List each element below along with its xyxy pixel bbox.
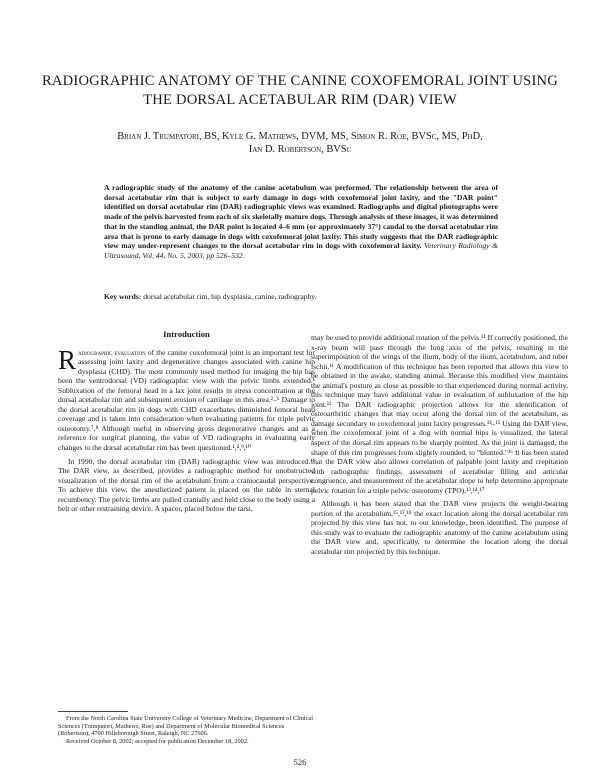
- right-paragraph-2: Although it has been stated that the DAR view projects the weight-bearing portion of the acetabulum,¹⁵,¹⁷,¹⁸ the exact location along the dorsal acetabular rim projected by this view has not, to our knowledge, been identified. The purpose of this study was to evaluate the radiographic anatomy of the canine acetabulum using the DAR view and, specifically, to determine the location along the dorsal acetabular rim projected by this technique.: [311, 499, 568, 557]
- keywords: [104, 292, 498, 302]
- abstract: [104, 183, 498, 261]
- footnote-rule: [58, 711, 128, 712]
- intro-smallcaps: adiographic evaluation: [78, 347, 146, 357]
- intro-paragraph-1-text: of the canine coxofemoral joint is an important test for assessing joint laxity and degenerative changes associated with canine hip dysplasia (CHD). The most commonly used method for imaging the hip has been the ventrodorsal (VD) radiographic view with the pelvic limbs extended.¹ Subluxation of the femoral head in a lax joint results in stress concentration at the dorsal acetabular rim and subsequent erosion of cartilage in this area.²–⁶ Damage to the dorsal acetabular rim in dogs with CHD exacerbates diminished femoral head coverage and is taken into consideration when evaluating patients for triple pelvic osteotomy.⁷,⁸ Although useful in observing gross degenerative changes and as a reference for surgical planning, the value of VD radiographs in evaluating early changes to the dorsal acetabular rim has been questioned.¹,⁴,⁹,¹⁰: [58, 347, 316, 453]
- section-heading: Introduction: [163, 329, 210, 339]
- left-column: [58, 330, 315, 514]
- abstract-text: A radiographic study of the anatomy of the canine acetabulum was performed. The relationship between the area of dorsal acetabular rim that is subject to early damage in dogs with coxofemoral joint laxity, and the "DAR point" identified on dorsal acetabular rim (DAR) radiographic views was examined. Radiographs and digital photographs were made of the pelvis harvested from each of six skeletally mature dogs. Through analysis of these images, it was determined that in the standing animal, the DAR point is located 4–6 mm (or approximately 37°) caudal to the dorsal acetabular rim area that is prone to early damage in dogs with coxofemoral joint laxity. This study suggests that the DAR radiographic view may under-represent changes to the dorsal acetabular rim in dogs with coxofemoral laxity.: [104, 183, 498, 251]
- keywords-text: dorsal acetabular rim, hip dysplasia, canine, radiography.: [143, 292, 317, 301]
- footnote-affiliation: From the North Carolina State University College of Veterinary Medicine, Department of Clinical Sciences (Trumpatori, Mathews, Roe) and Department of Molecular Biomedical Sciences (Robertson), 4700 Hillsborough Street, Raleigh, NC 27606.: [58, 715, 313, 738]
- author-list: [60, 130, 540, 156]
- drop-cap: R: [58, 344, 77, 375]
- article-title: RADIOGRAPHIC ANATOMY OF THE CANINE COXOFEMORAL JOINT USING THE DORSAL ACETABULAR RIM (DAR) VIEW: [41, 73, 559, 108]
- authors-line-1: Brian J. Trumpatori, BS, Kyle G. Mathews, DVM, MS, Simon R. Roe, BVSc, MS, PhD,: [117, 131, 483, 142]
- right-column: [311, 333, 568, 557]
- authors-line-2: Ian D. Robertson, BVSc: [248, 144, 352, 155]
- intro-paragraph-2: In 1990, the dorsal acetabular rim (DAR) radiographic view was introduced.¹¹ The DAR view, as described, provides a radiographic method for unobstructed visualization of the dorsal rim of the acetabulum from a craniocaudal perspective. To achieve this view, the anesthetized patient is placed on the table in sternal recumbency. The pelvic limbs are pulled cranially and held close to the body using a belt or other restraining device. A spacer, placed below the tarsi,: [58, 456, 315, 514]
- footnote: [58, 711, 315, 745]
- abstract-citation: Veterinary Radiology & Ultrasound, Vol. 44, No. 5, 2003, pp 526–532.: [104, 241, 498, 260]
- keywords-label: Key words:: [104, 292, 142, 301]
- page-number: 526: [293, 757, 307, 767]
- intro-paragraph-1: [58, 344, 316, 453]
- right-paragraph-1: may be used to provide additional rotation of the pelvis.¹¹ If correctly positioned, the x-ray beam will pass through the long axis of the pelvis, resulting in the superimposition of the wings of the ilium, body of the ilium, acetabulum, and tuber ischii.¹¹ A modification of this technique has been reported that allows this view to be obtained in the awake, standing animal. Because this modified view maintains the animal's posture as close as possible to that experienced during normal activity, this technique may have additional value in evaluation of subluxation of the hip joint.¹² The DAR radiographic projection allows for the identification of osteoarthritic changes that may occur along the dorsal rim of the acetabulum, as damage secondary to coxofemoral joint laxity progresses.¹³–¹⁵ Using the DAR view, when the coxofemoral joint of a dog with normal hips is visualized, the lateral aspect of the dorsal rim appears to be sharply pointed. As the joint is damaged, the shape of this rim progresses from slightly rounded, to "blunted."¹⁶ It has been stated that the DAR view also allows correlation of palpable joint laxity and crepitation with radiographic findings, assessment of acetabular filling and articular congruence, and measurement of the acetabular slope to help determine appropriate pelvic rotation for a triple pelvic osteotomy (TPO).¹³,¹⁴,¹⁷: [311, 333, 568, 495]
- footnote-received: Received October 8, 2002; accepted for publication December 18, 2002.: [66, 737, 249, 745]
